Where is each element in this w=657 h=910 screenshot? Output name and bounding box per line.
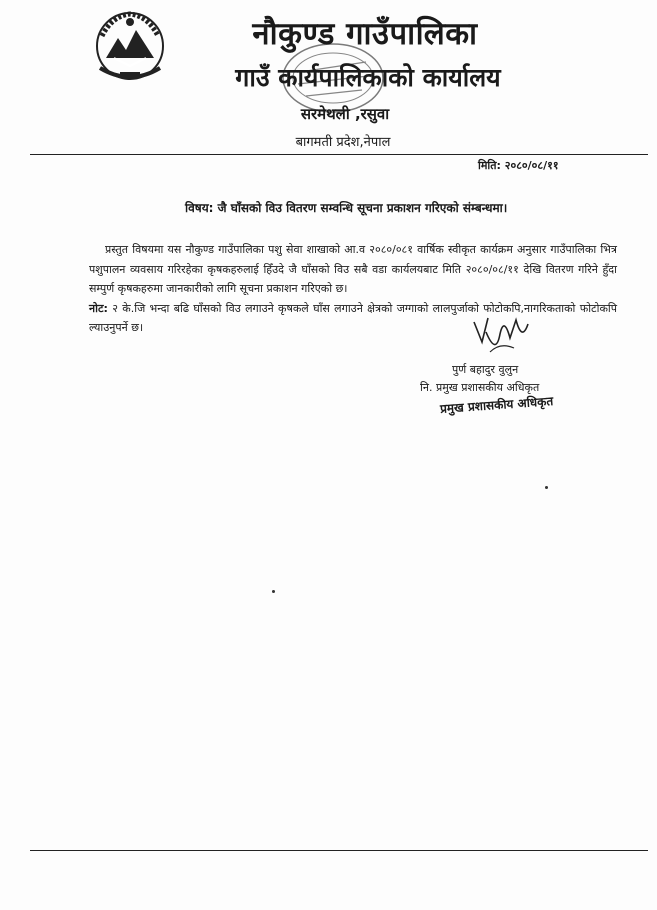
scan-speck bbox=[272, 590, 275, 593]
letter-body bbox=[89, 240, 617, 338]
header-divider bbox=[30, 154, 648, 155]
signer-designation: नि. प्रमुख प्रशासकीय अधिकृत bbox=[420, 381, 540, 394]
handwritten-signature bbox=[470, 312, 536, 362]
body-note bbox=[89, 299, 617, 338]
footer-divider bbox=[30, 850, 648, 851]
office-subtitle: गाउँ कार्यपालिकाको कार्यालय bbox=[235, 63, 501, 92]
letter-subject: विषय: जै घाँसको विउ वितरण सम्वन्धि सूचना प्रकाशन गरिएको संम्बन्धमा। bbox=[185, 201, 508, 215]
office-address: सरमेथली ,रसुवा bbox=[300, 105, 390, 123]
note-text: २ के.जि भन्दा बढि घाँसको विउ लगाउने कृषकले घाँस लगाउने क्षेत्रको जग्गाको लालपुर्जाको फोटोकपि,नागरिकताको फोटोकपि ल्याउनुपर्ने छ। bbox=[89, 301, 617, 334]
note-label: नोट: bbox=[89, 301, 108, 315]
letter-date: मिति: २०८०/०८/११ bbox=[478, 159, 559, 172]
body-paragraph: प्रस्तुत विषयमा यस नौकुण्ड गाउँपालिका पशु सेवा शाखाको आ.व २०८०/०८१ वार्षिक स्वीकृत कार्यक्रम अनुसार गाउँपालिका भित्र पशुपालन व्यवसाय गरिरहेका कृषकहरुलाई हिँउदे जै घाँसको विउ सबै वडा कार्यलयबाट मिति २०८०/०८/११ देखि वितरण गरिने हुँदा सम्पुर्ण कृषकहरुमा जानकारीको लागि सूचना प्रकाशन गरिएको छ। bbox=[89, 243, 617, 295]
office-province: बागमती प्रदेश,नेपाल bbox=[295, 135, 391, 150]
nepal-government-emblem-icon bbox=[92, 6, 168, 86]
office-name-heading: नौकुण्ड गाउँपालिका bbox=[252, 16, 478, 52]
designation-stamp: प्रमुख प्रशासकीय अधिकृत bbox=[439, 394, 554, 416]
scan-speck bbox=[545, 486, 548, 489]
signer-name: पुर्ण बहादुर वुलुन bbox=[452, 363, 519, 376]
